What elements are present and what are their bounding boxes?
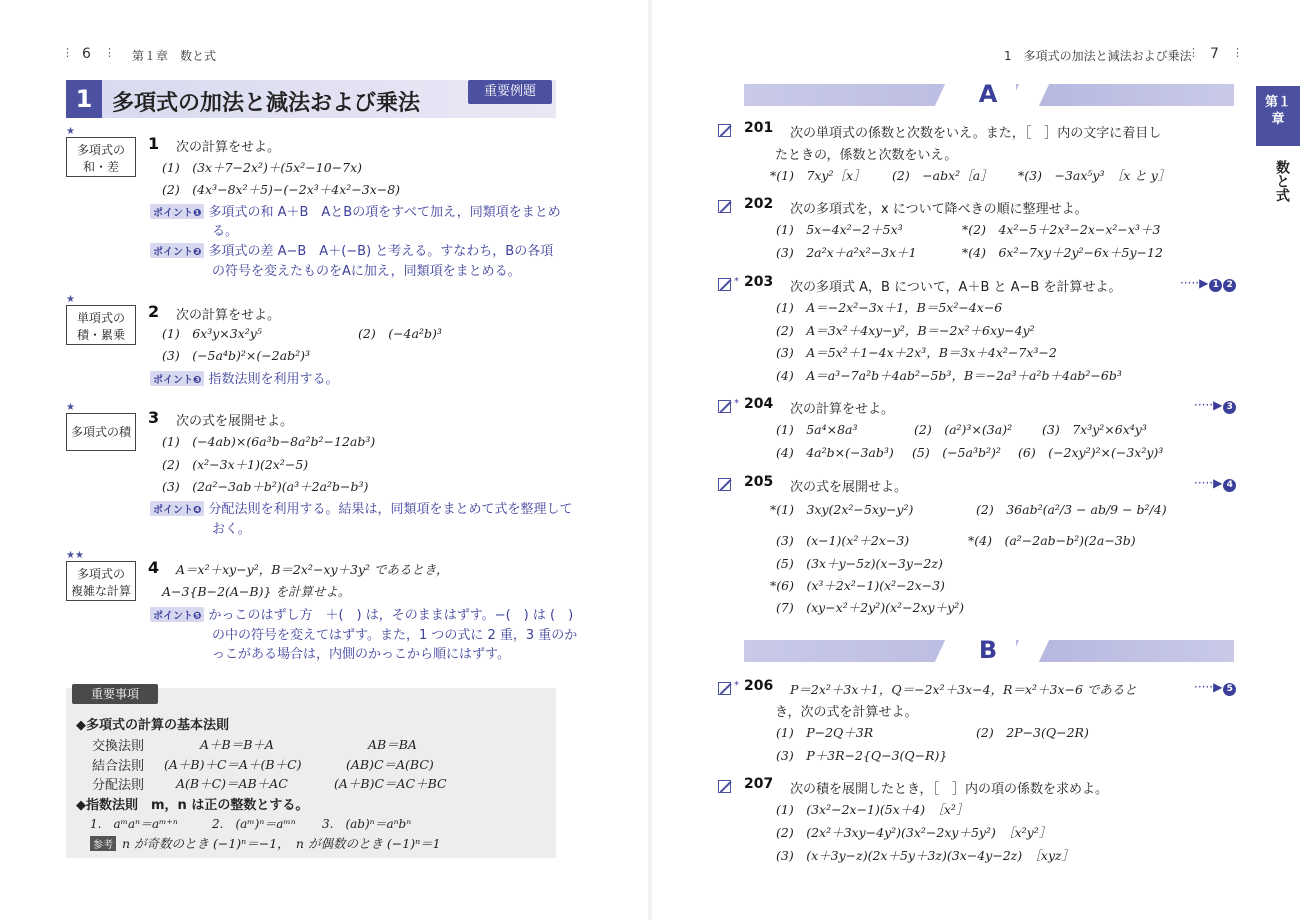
checkbox-icon[interactable] [718,278,731,291]
law-formula: A＋B＝B＋A [200,737,274,752]
problem-number: 201 [744,120,774,136]
checkbox-icon[interactable] [718,124,731,137]
example-number: 3 [148,408,160,427]
level-band-a [744,80,1234,108]
header-dots-left: ⋮ [62,46,74,59]
point-text: 多項式の和 A＋B AとBの項をすべて加え，同類項をまとめ [208,205,561,220]
example-item: (3) (−5a⁴b)²×(−2ab²)³ [162,348,310,363]
problem-text: 次の単項式の係数と次数をいえ。また，［ ］内の文字に着目し [790,126,1162,141]
chapter-tab-line: 第１ [1264,95,1291,110]
problem-item: (1) 5a⁴×8a³ [776,422,858,437]
problem-item: (3) (x＋3y−z)(2x＋5y＋3z)(3x−4y−2z) ［xyz］ [776,848,1075,863]
star-mark: * [734,276,739,287]
checkbox-icon[interactable] [718,780,731,793]
problem-text: P＝2x²＋3x＋1，Q＝−2x²＋3x−4，R＝x²＋3x−6 であると [790,682,1137,697]
point-line [150,498,572,517]
problem-item: *(3) −3ax⁵y³ ［x と y］ [1018,168,1171,183]
problem-item: *(1) 7xy²［x］ [770,168,866,183]
example-item: A−3{B−2(A−B)} を計算せよ。 [162,584,351,599]
band-letter: A [960,80,1016,108]
problem-item: (1) P−2Q＋3R [776,725,874,740]
problem-item: (2) (2x²＋3xy−4y²)(3x²−2xy＋5y²) ［x²y²］ [776,825,1052,840]
topic-line: 積・累乗 [76,328,125,342]
problem-item: *(4) (a²−2ab−b²)(2a−3b) [968,533,1136,548]
reference-arrow: ·····▶ 4 [1194,476,1236,492]
reference-text: n が奇数のとき (−1)ⁿ＝−1， n が偶数のとき (−1)ⁿ＝1 [122,836,441,851]
example-number: 4 [148,558,160,577]
key-heading: ◆指数法則 m，n は正の整数とする。 [76,798,309,813]
star-mark: * [734,398,739,409]
example-item: (1) (−4ab)×(6a³b−8a²b²−12ab³) [162,434,376,449]
topic-box [66,413,136,451]
exponent-law: 1. aᵐaⁿ＝aᵐ⁺ⁿ [90,817,178,831]
point-text: 指数法則を利用する。 [208,372,339,387]
checkbox-icon[interactable] [718,682,731,695]
point-text: の中の符号を変えてはずす。また，1 つの式に 2 重，3 重のか [212,628,578,643]
chapter-side-label: 数と式 [1274,160,1290,202]
problem-number: 204 [744,396,774,412]
problem-text: 次の積を展開したとき，［ ］内の項の係数を求めよ。 [790,782,1108,797]
problem-item: (2) A＝3x²＋4xy−y²，B＝−2x²＋6xy−4y² [776,323,1035,338]
problem-number: 203 [744,274,774,290]
level-band-b [744,636,1234,664]
example-item: (1) (3x＋7−2x²)＋(5x²−10−7x) [162,160,363,175]
law-formula: AB＝BA [368,737,417,752]
problem-item: (4) 4a²b×(−3ab³) [776,445,894,460]
example-item: (1) 6x³y×3x²y⁵ [162,326,262,341]
example-prompt: 次の計算をせよ。 [176,308,281,323]
point-label: ポイント❺ [150,607,204,622]
problem-item: *(6) (x³＋2x²−1)(x²−2x−3) [770,578,945,593]
law-name: 交換法則 [92,739,145,754]
difficulty-stars: ★★ [66,550,84,561]
problem-text: たときの，係数と次数をいえ。 [775,148,958,163]
point-line [150,201,561,220]
problem-item: (3) (x−1)(x²＋2x−3) [776,533,910,548]
point-label: ポイント❶ [150,204,204,219]
chapter-tab-line: 章 [1271,112,1285,127]
star-mark: * [734,680,739,691]
checkbox-icon[interactable] [718,478,731,491]
difficulty-stars: ★ [66,294,75,305]
law-name: 分配法則 [92,778,145,793]
ref-circle: 2 [1223,279,1236,292]
ref-circle: 4 [1223,479,1236,492]
topic-line: 多項式の [76,567,125,581]
key-points-tag: 重要事項 [72,684,158,704]
topic-box [66,561,136,601]
header-dots-right-2: ⋮ [1232,46,1244,59]
page-number-right: 7 [1210,46,1219,62]
checkbox-icon[interactable] [718,200,731,213]
problem-number: 202 [744,196,774,212]
example-prompt: 次の式を展開せよ。 [176,414,294,429]
reference-arrow: ·····▶ 5 [1194,680,1236,696]
problem-item: (1) A＝−2x²−3x＋1，B＝5x²−4x−6 [776,300,1003,315]
problem-item: (5) (−5a³b²)² [912,445,1001,460]
problem-item: (1) 5x−4x²−2＋5x³ [776,222,903,237]
section-tag: 重要例題 [468,80,552,104]
key-heading: ◆多項式の計算の基本法則 [76,718,229,733]
topic-line: 単項式の [76,311,125,325]
law-formula: (A＋B)＋C＝A＋(B＋C) [164,757,302,772]
ref-circle: 1 [1209,279,1222,292]
problem-item: (3) 7x³y²×6x⁴y³ [1042,422,1147,437]
ref-circle: 3 [1223,401,1236,414]
point-line [150,240,553,259]
exponent-law: 3. (ab)ⁿ＝aⁿbⁿ [322,817,412,831]
section-header: 1 多項式の加法と減法および乗法 [1004,49,1192,63]
point-text: おく。 [212,522,251,537]
example-item: (2) (−4a²b)³ [358,326,442,341]
topic-box [66,305,136,345]
point-text: 分配法則を利用する。結果は，同類項をまとめて式を整理して [208,502,573,517]
problem-item: *(1) 3xy(2x²−5xy−y²) [770,502,914,517]
example-prompt: A＝x²＋xy−y²，B＝2x²−xy＋3y² であるとき， [176,562,449,577]
reference-tag: 参考 [90,836,116,851]
point-label: ポイント❹ [150,501,204,516]
problem-text: 次の多項式 A，B について，A＋B と A−B を計算せよ。 [790,280,1122,295]
example-prompt: 次の計算をせよ。 [176,140,281,155]
problem-item: (6) (−2xy²)²×(−3x²y)³ [1018,445,1164,460]
page-number-left: 6 [82,46,91,62]
problem-item: (3) P＋3R−2{Q−3(Q−R)} [776,748,948,763]
point-text: かっこのはずし方 ＋( ) は，そのままはずす。−( ) は ( ) [208,608,574,623]
problem-item: (5) (3x＋y−5z)(x−3y−2z) [776,556,943,571]
reference-line [90,834,441,852]
problem-item: (2) (a²)³×(3a)² [914,422,1013,437]
point-label: ポイント❷ [150,243,204,258]
checkbox-icon[interactable] [718,400,731,413]
header-dots-left-2: ⋮ [104,46,116,59]
point-line [150,604,573,623]
header-dots-right: ⋮ [1188,46,1200,59]
law-formula: (A＋B)C＝AC＋BC [334,776,447,791]
point-line [150,368,338,387]
problem-item: (2) 36ab²(a²/3 − ab/9 − b²/4) [976,502,1167,517]
chapter-header: 第１章 数と式 [132,49,217,63]
problem-item: (1) (3x²−2x−1)(5x＋4) ［x²］ [776,802,969,817]
reference-arrow: ·····▶ 1 2 [1180,276,1236,292]
problem-text: き，次の式を計算せよ。 [775,705,918,720]
difficulty-stars: ★ [66,126,75,137]
problem-item: *(2) 4x²−5＋2x³−2x−x²−x³＋3 [962,222,1161,237]
section-number: 1 [66,80,102,118]
topic-line: 和・差 [82,160,119,174]
problem-item: (3) A＝5x²＋1−4x＋2x³，B＝3x＋4x²−7x³−2 [776,345,1057,360]
point-text: の符号を変えたものをAに加え，同類項をまとめる。 [212,264,521,279]
topic-line: 複雑な計算 [70,584,131,598]
exponent-law: 2. (aᵐ)ⁿ＝aᵐⁿ [212,817,296,831]
point-label: ポイント❸ [150,371,204,386]
difficulty-stars: ★ [66,402,75,413]
problem-item: (2) 2P−3(Q−2R) [976,725,1089,740]
problem-item: (4) A＝a³−7a²b＋4ab²−5b³，B＝−2a³＋a²b＋4ab²−6b³ [776,368,1122,383]
point-text: る。 [212,224,239,239]
problem-item: *(4) 6x²−7xy＋2y²−6x＋5y−12 [962,245,1163,260]
chapter-tab [1256,86,1300,146]
example-number: 2 [148,302,160,321]
example-item: (3) (2a²−3ab＋b²)(a³＋2a²b−b³) [162,479,369,494]
problem-item: (3) 2a²x＋a²x²−3x＋1 [776,245,917,260]
law-name: 結合法則 [92,759,145,774]
topic-box [66,137,136,177]
ref-circle: 5 [1223,683,1236,696]
problem-text: 次の式を展開せよ。 [790,480,908,495]
section-title: 多項式の加法と減法および乗法 [112,91,421,116]
point-text: っこがある場合は，内側のかっこから順にはずす。 [212,647,510,662]
topic-line: 多項式の [76,143,125,157]
law-formula: A(B＋C)＝AB＋AC [176,776,288,791]
problem-text: 次の計算をせよ。 [790,402,895,417]
example-item: (2) (4x³−8x²＋5)−(−2x³＋4x²−3x−8) [162,182,401,197]
problem-number: 206 [744,678,774,694]
example-item: (2) (x²−3x＋1)(2x²−5) [162,457,309,472]
reference-arrow: ·····▶ 3 [1194,398,1236,414]
point-text: 多項式の差 A−B A＋(−B) と考える。すなわち，Bの各項 [208,244,554,259]
law-formula: (AB)C＝A(BC) [346,757,434,772]
example-number: 1 [148,134,160,153]
topic-line: 多項式の積 [70,425,131,439]
problem-number: 205 [744,474,774,490]
problem-item: (2) −abx²［a］ [892,168,993,183]
band-letter: B [960,636,1016,664]
problem-item: (7) (xy−x²＋2y²)(x²−2xy＋y²) [776,600,965,615]
problem-number: 207 [744,776,774,792]
problem-text: 次の多項式を，x について降べきの順に整理せよ。 [790,202,1088,217]
